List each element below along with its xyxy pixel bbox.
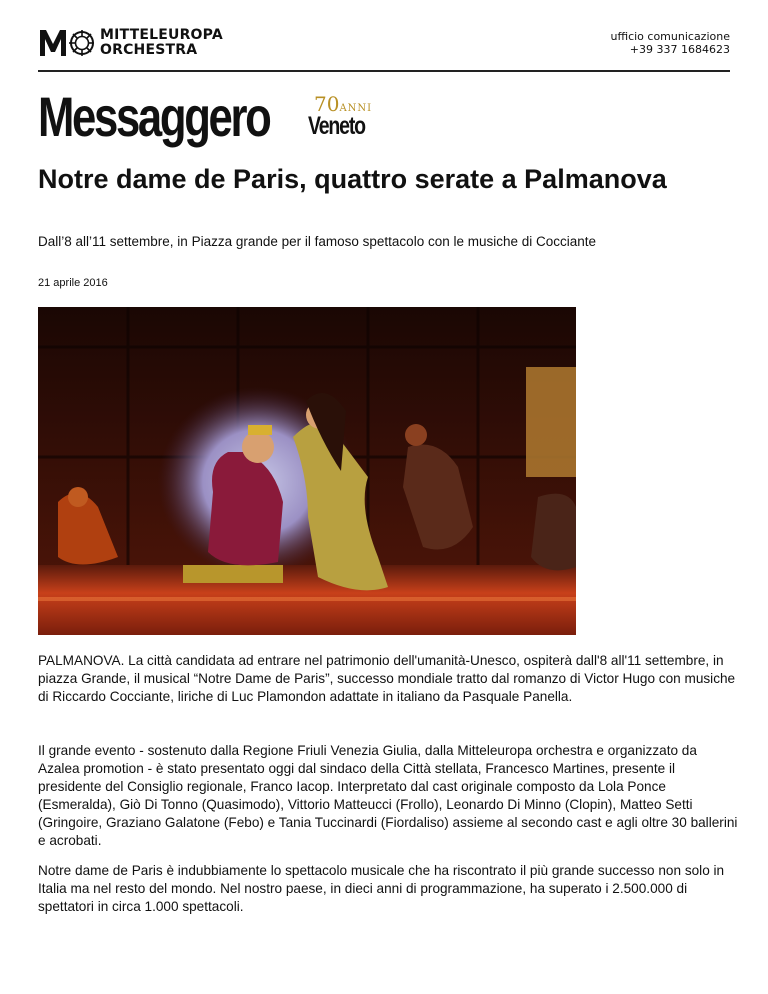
article-photo: [38, 307, 576, 635]
mitteleuropa-logo-icon: [38, 26, 94, 58]
article-subtitle: Dall’8 all’11 settembre, in Piazza grande per il famoso spettacolo con le musiche di Cocciante: [38, 234, 597, 249]
masthead-region: Veneto: [308, 112, 365, 140]
contact-label: ufficio comunicazione: [610, 30, 730, 43]
contact-phone: +39 337 1684623: [629, 43, 730, 56]
article-title: Notre dame de Paris, quattro serate a Palmanova: [38, 164, 667, 194]
org-name: [100, 28, 223, 58]
org-name-line1: MITTELEUROPA: [100, 27, 223, 43]
anniversary-word: ANNI: [339, 103, 373, 114]
article-paragraph: PALMANOVA. La città candidata ad entrare nel patrimonio dell'umanità-Unesco, ospiterà dall'8 all'11 settembre, in piazza Grande, il musical “Notre Dame de Paris”, successo mondiale tratto dal romanzo di Victor Hugo con musiche di Riccardo Cocciante, liriche di Luc Plamondon adattate in italiano da Pasquale Panella.: [38, 653, 736, 704]
anniversary-number: 70: [314, 92, 340, 116]
article-date: 21 aprile 2016: [38, 277, 108, 289]
contact-info: [610, 30, 730, 56]
org-name-line2: ORCHESTRA: [100, 42, 198, 58]
article-paragraph: Il grande evento - sostenuto dalla Regione Friuli Venezia Giulia, dalla Mitteleuropa orchestra e organizzato da Azalea promotion - è stato presentato oggi dal sindaco della Città stellata, Francesco Martines, presente il presidente del Consiglio regionale, Franco Iacop. Interpretato dal cast originale composto da Lola Ponce (Esmeralda), Giò Di Tonno (Quasimodo), Vittorio Matteucci (Frollo), Leonardo Di Minno (Clopin), Matteo Setti (Gringoire, Graziano Galatone (Febo) e Tania Tuccinardi (Fiordaliso) assieme al secondo cast e agli oltre 30 ballerini e acrobati.: [38, 743, 738, 848]
masthead-name: Messaggero: [38, 85, 270, 148]
header-divider: [38, 70, 730, 72]
article-paragraph: Notre dame de Paris è indubbiamente lo spettacolo musicale che ha riscontrato il più grande successo non solo in Italia ma nel resto del mondo. Nel nostro paese, in dieci anni di programmazione, ha superato i 2.500.000 di spettatori in circa 1.000 spettacoli.: [38, 863, 725, 914]
page-header: [38, 22, 730, 68]
newspaper-masthead: [38, 85, 378, 148]
